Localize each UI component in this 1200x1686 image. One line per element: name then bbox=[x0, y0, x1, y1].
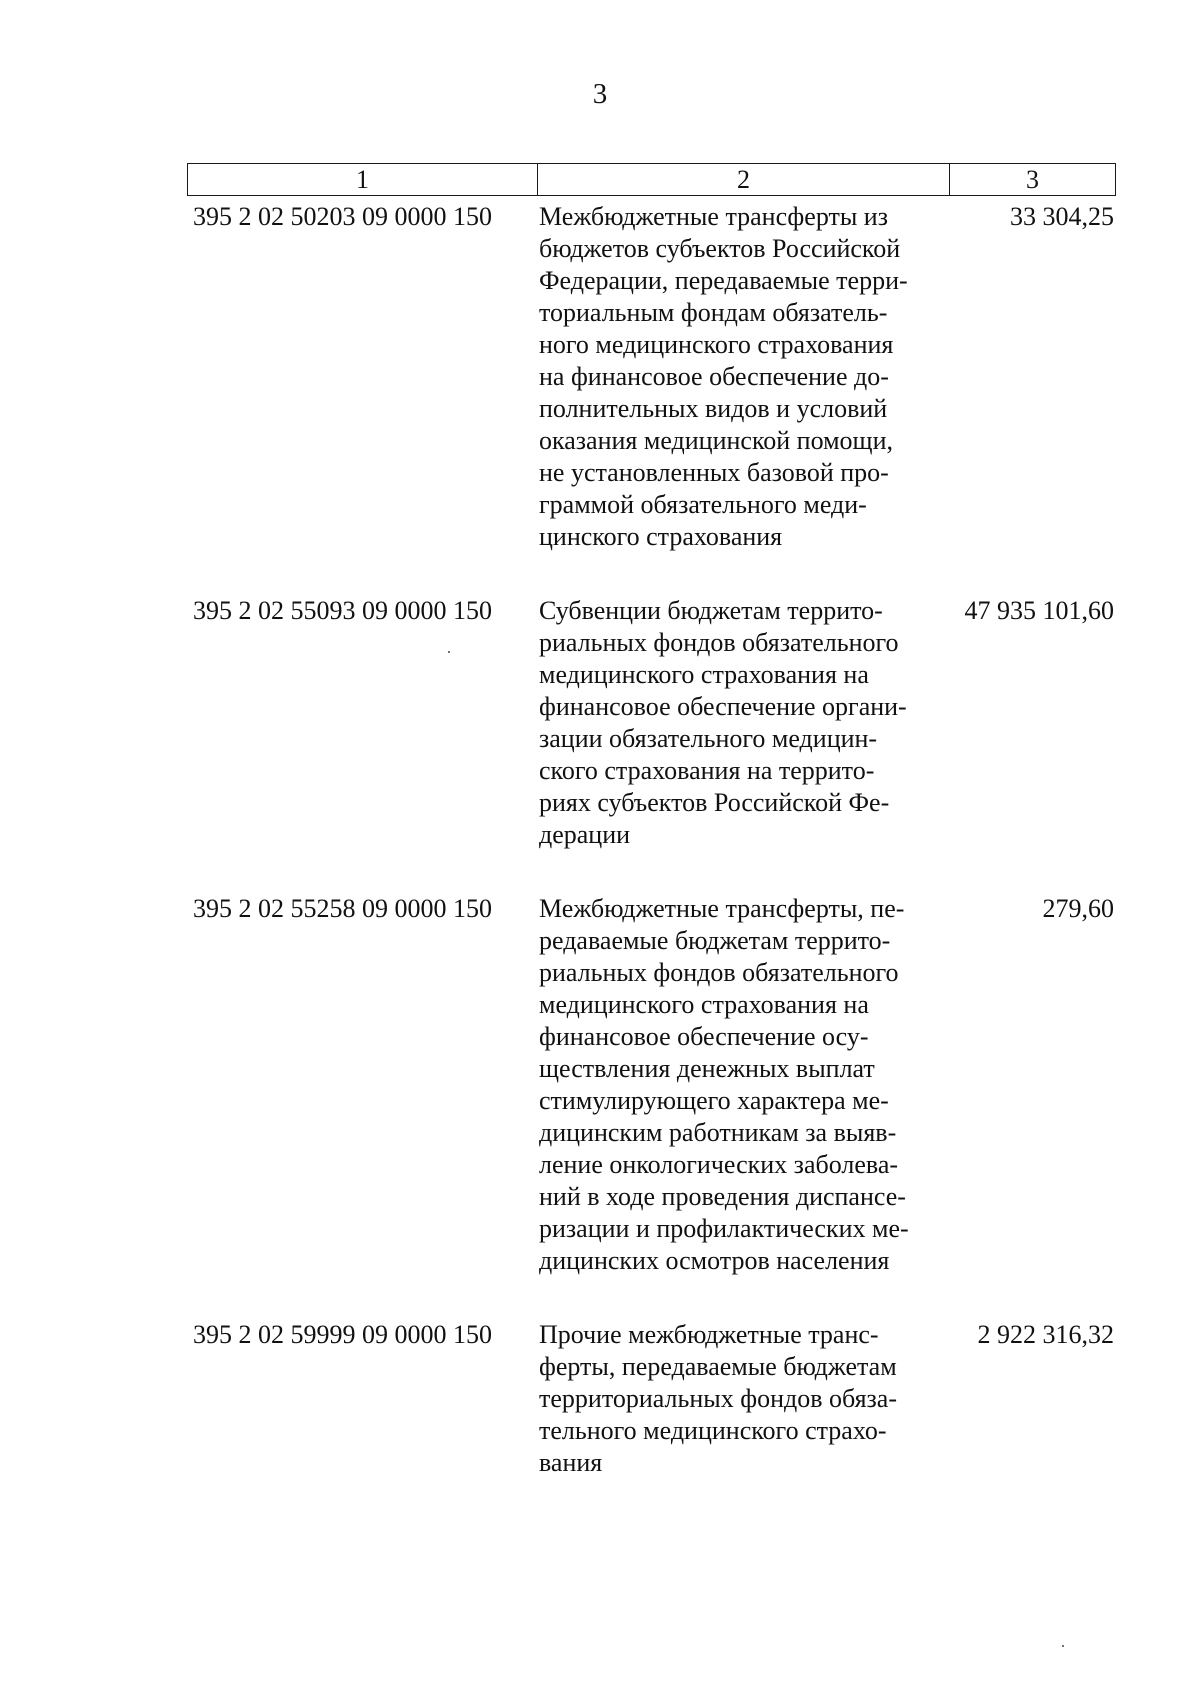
description-line: финансовое обеспечение осу- bbox=[539, 1022, 869, 1051]
description-line: финансовое обеспечение органи- bbox=[539, 692, 907, 721]
description-line: Прочие межбюджетные транс- bbox=[539, 1320, 879, 1349]
table-row bbox=[187, 1319, 1116, 1479]
description-line: риальных фондов обязательного bbox=[539, 628, 899, 657]
amount: 47 935 101,60 bbox=[964, 596, 1114, 625]
description-line: тельного медицинского страхо- bbox=[539, 1416, 887, 1445]
description-line: зации обязательного медицин- bbox=[539, 724, 878, 753]
table-row bbox=[187, 893, 1116, 1277]
description-line: цинского страхования bbox=[539, 522, 783, 551]
description-line: дерации bbox=[539, 820, 631, 849]
table-body bbox=[187, 201, 1116, 1521]
description-line: медицинского страхования на bbox=[539, 990, 869, 1019]
description-line: дицинским работникам за выяв- bbox=[539, 1118, 897, 1147]
description-line: граммой обязательного меди- bbox=[539, 490, 867, 519]
description-line: Федерации, передаваемые терри- bbox=[539, 266, 908, 295]
description-line: редаваемые бюджетам террито- bbox=[539, 926, 891, 955]
budget-code: 395 2 02 59999 09 0000 150 bbox=[193, 1320, 492, 1349]
table-header bbox=[187, 163, 1116, 196]
description-line: ферты, передаваемые бюджетам bbox=[539, 1352, 897, 1381]
page-number: 3 bbox=[592, 78, 608, 110]
amount: 279,60 bbox=[1042, 894, 1114, 923]
description-line: стимулирующего характера ме- bbox=[539, 1086, 889, 1115]
description-line: ний в ходе проведения диспансе- bbox=[539, 1182, 906, 1211]
description-line: медицинского страхования на bbox=[539, 660, 869, 689]
description-line: полнительных видов и условий bbox=[539, 394, 888, 423]
scan-speck bbox=[1062, 1645, 1064, 1647]
header-col-1: 1 bbox=[188, 164, 538, 195]
description-line: ризации и профилактических ме- bbox=[539, 1214, 909, 1243]
description-line: не установленных базовой про- bbox=[539, 458, 889, 487]
table-row bbox=[187, 595, 1116, 851]
description-line: Субвенции бюджетам террито- bbox=[539, 596, 883, 625]
header-col-3: 3 bbox=[1026, 165, 1039, 194]
description-line: бюджетов субъектов Российской bbox=[539, 234, 901, 263]
header-col-2: 2 bbox=[538, 164, 950, 195]
description-line: ществления денежных выплат bbox=[539, 1054, 875, 1083]
description-line: Межбюджетные трансферты, пе- bbox=[539, 894, 905, 923]
description-line: территориальных фондов обяза- bbox=[539, 1384, 898, 1413]
description-line: оказания медицинской помощи, bbox=[539, 426, 893, 455]
budget-code: 395 2 02 50203 09 0000 150 bbox=[193, 202, 492, 231]
description-line: ление онкологических заболева- bbox=[539, 1150, 899, 1179]
amount: 2 922 316,32 bbox=[977, 1320, 1114, 1349]
description-line: риальных фондов обязательного bbox=[539, 958, 899, 987]
description-line: ного медицинского страхования bbox=[539, 330, 894, 359]
budget-code: 395 2 02 55258 09 0000 150 bbox=[193, 894, 492, 923]
description-line: дицинских осмотров населения bbox=[539, 1246, 890, 1275]
description-line: вания bbox=[539, 1448, 603, 1477]
description-line: ториальным фондам обязатель- bbox=[539, 298, 888, 327]
budget-code: 395 2 02 55093 09 0000 150 bbox=[193, 596, 492, 625]
table-row bbox=[187, 201, 1116, 553]
description-line: Межбюджетные трансферты из bbox=[539, 202, 888, 231]
income-description bbox=[537, 201, 949, 553]
income-description bbox=[537, 595, 949, 851]
amount: 33 304,25 bbox=[1010, 202, 1114, 231]
description-line: ского страхования на террито- bbox=[539, 756, 875, 785]
income-description bbox=[537, 1319, 949, 1479]
description-line: на финансовое обеспечение до- bbox=[539, 362, 889, 391]
income-description bbox=[537, 893, 949, 1277]
description-line: риях субъектов Российской Фе- bbox=[539, 788, 890, 817]
scan-speck bbox=[448, 651, 450, 653]
